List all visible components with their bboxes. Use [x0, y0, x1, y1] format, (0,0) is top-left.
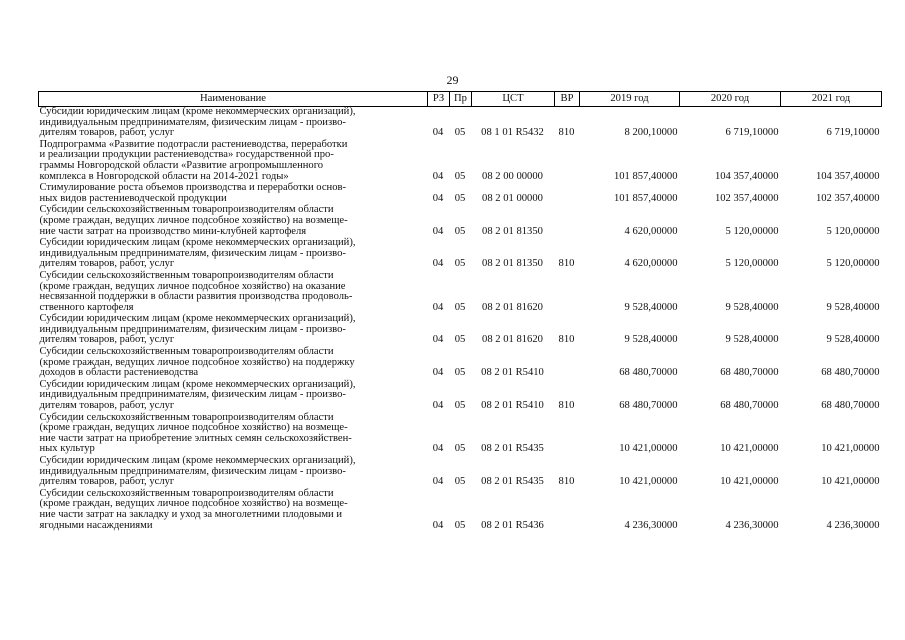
row-value-2020: 104 357,40000	[714, 170, 779, 182]
table-row	[39, 413, 882, 456]
row-name	[39, 140, 428, 183]
row-name-line: индивидуальным предпринимателям, физическим лицам - произво-	[39, 323, 346, 335]
row-value-2021: 9 528,40000	[826, 334, 880, 346]
row-cst: 08 2 01 81350	[482, 225, 543, 237]
row-value-2020: 9 528,40000	[725, 334, 779, 346]
table-row	[39, 347, 882, 380]
row-name	[39, 271, 428, 314]
row-pr: 05	[454, 367, 466, 379]
table-row	[39, 489, 882, 532]
row-rz: 04	[432, 476, 444, 488]
table-row	[39, 380, 882, 413]
row-vr: 810	[558, 334, 575, 346]
row-rz: 04	[432, 192, 444, 204]
row-name-line: дителям товаров, работ, услуг	[39, 400, 175, 412]
row-value-2021: 10 421,00000	[821, 443, 880, 455]
row-value-2021: 5 120,00000	[826, 258, 880, 270]
row-vr	[555, 140, 580, 183]
row-value-2019: 10 421,00000	[619, 476, 678, 488]
column-header-name: Наименование	[39, 92, 428, 107]
row-value-2020: 6 719,10000	[725, 127, 779, 139]
row-name	[39, 456, 428, 489]
row-vr: 810	[558, 476, 575, 488]
row-name-line: ние части затрат на закладку и уход за многолетними плодовыми и	[39, 508, 343, 520]
row-name-line: Субсидии сельскохозяйственным товаропроизводителям области	[39, 411, 334, 423]
row-name-line: дителям товаров, работ, услуг	[39, 127, 175, 139]
row-value-2019: 4 236,30000	[624, 519, 678, 531]
row-cst: 08 2 01 R5435	[481, 476, 544, 488]
row-name-line: Субсидии юридическим лицам (кроме некоммерческих организаций),	[39, 237, 356, 249]
row-rz: 04	[432, 519, 444, 531]
row-cst: 08 2 00 00000	[482, 170, 543, 182]
column-header-pr: Пр	[450, 92, 472, 107]
row-pr: 05	[454, 400, 466, 412]
row-value-2019: 4 620,00000	[624, 225, 678, 237]
row-name	[39, 380, 428, 413]
row-name-line: (кроме граждан, ведущих личное подсобное хозяйство) на возмеще-	[39, 422, 348, 434]
row-rz: 04	[432, 301, 444, 313]
row-pr: 05	[454, 192, 466, 204]
row-name-line: ягодными насаждениями	[39, 519, 153, 531]
row-pr: 05	[454, 225, 466, 237]
table-header-row	[39, 92, 882, 107]
row-pr: 05	[454, 301, 466, 313]
row-name	[39, 489, 428, 532]
row-name-line: и реализации продукции растениеводства» государственной про-	[39, 149, 334, 161]
row-name-line: индивидуальным предпринимателям, физическим лицам - произво-	[39, 247, 346, 259]
row-value-2021: 5 120,00000	[826, 225, 880, 237]
row-name	[39, 413, 428, 456]
budget-table	[38, 91, 882, 532]
table-row	[39, 183, 882, 205]
row-rz: 04	[432, 400, 444, 412]
row-name-line: ние части затрат на приобретение элитных семян сельскохозяйствен-	[39, 432, 352, 444]
row-name-line: индивидуальным предпринимателям, физическим лицам - произво-	[39, 116, 346, 128]
row-name-line: дителям товаров, работ, услуг	[39, 334, 175, 346]
table-row	[39, 140, 882, 183]
row-name-line: индивидуальным предпринимателям, физическим лицам - произво-	[39, 465, 346, 477]
row-value-2021: 68 480,70000	[821, 400, 880, 412]
row-value-2019: 9 528,40000	[624, 301, 678, 313]
row-name-line: дителям товаров, работ, услуг	[39, 258, 175, 270]
row-value-2019: 101 857,40000	[613, 170, 678, 182]
row-rz: 04	[432, 170, 444, 182]
column-header-rz: РЗ	[428, 92, 450, 107]
row-value-2020: 10 421,00000	[720, 476, 779, 488]
row-pr: 05	[454, 334, 466, 346]
row-vr	[555, 489, 580, 532]
row-value-2021: 68 480,70000	[821, 367, 880, 379]
row-name-line: ственного картофеля	[39, 301, 134, 313]
page-number: 29	[446, 73, 459, 87]
row-name-line: Субсидии юридическим лицам (кроме некоммерческих организаций),	[39, 106, 356, 117]
row-name-line: ние части затрат на производство мини-клубней картофеля	[39, 225, 307, 237]
row-cst: 08 2 01 R5435	[481, 443, 544, 455]
column-header-2021: 2021 год	[781, 92, 882, 107]
row-value-2020: 5 120,00000	[725, 258, 779, 270]
row-name-line: Подпрограмма «Развитие подотрасли растениеводства, переработки	[39, 138, 348, 150]
row-name-line: индивидуальным предпринимателям, физическим лицам - произво-	[39, 389, 346, 401]
row-name	[39, 205, 428, 238]
row-name-line: доходов в области растениеводства	[39, 367, 199, 379]
row-value-2021: 4 236,30000	[826, 519, 880, 531]
row-name-line: (кроме граждан, ведущих личное подсобное хозяйство) на поддержку	[39, 356, 355, 368]
row-cst: 08 2 01 81350	[482, 258, 543, 270]
row-name-line: Стимулирование роста объемов производства и переработки основ-	[39, 182, 347, 194]
row-pr: 05	[454, 443, 466, 455]
row-name-line: (кроме граждан, ведущих личное подсобное хозяйство) на возмеще-	[39, 214, 348, 226]
column-header-2020: 2020 год	[680, 92, 781, 107]
row-vr	[555, 271, 580, 314]
row-value-2019: 4 620,00000	[624, 258, 678, 270]
column-header-vr: ВР	[555, 92, 580, 107]
row-value-2020: 68 480,70000	[720, 400, 779, 412]
table-body	[39, 107, 882, 533]
row-name	[39, 107, 428, 140]
row-value-2019: 8 200,10000	[624, 127, 678, 139]
row-vr	[555, 205, 580, 238]
row-cst: 08 2 01 81620	[482, 301, 543, 313]
row-rz: 04	[432, 367, 444, 379]
row-value-2021: 10 421,00000	[821, 476, 880, 488]
row-cst: 08 2 01 00000	[482, 192, 543, 204]
table-row	[39, 314, 882, 347]
row-value-2019: 10 421,00000	[619, 443, 678, 455]
row-value-2020: 68 480,70000	[720, 367, 779, 379]
row-vr: 810	[558, 258, 575, 270]
row-name-line: Субсидии юридическим лицам (кроме некоммерческих организаций),	[39, 313, 356, 325]
row-name-line: Субсидии сельскохозяйственным товаропроизводителям области	[39, 346, 334, 358]
row-name-line: Субсидии сельскохозяйственным товаропроизводителям области	[39, 269, 334, 281]
row-rz: 04	[432, 258, 444, 270]
row-name-line: Субсидии сельскохозяйственным товаропроизводителям области	[39, 204, 334, 216]
row-vr	[555, 413, 580, 456]
row-value-2019: 68 480,70000	[619, 367, 678, 379]
row-name	[39, 238, 428, 271]
row-rz: 04	[432, 225, 444, 237]
row-name	[39, 347, 428, 380]
row-name	[39, 314, 428, 347]
row-value-2020: 9 528,40000	[725, 301, 779, 313]
row-cst: 08 2 01 R5410	[481, 400, 544, 412]
row-value-2020: 5 120,00000	[725, 225, 779, 237]
row-rz: 04	[432, 127, 444, 139]
row-value-2020: 10 421,00000	[720, 443, 779, 455]
column-header-cst: ЦСТ	[472, 92, 555, 107]
row-pr: 05	[454, 476, 466, 488]
table-row	[39, 205, 882, 238]
row-vr	[555, 183, 580, 205]
row-vr	[555, 347, 580, 380]
row-name-line: ных культур	[39, 443, 95, 455]
row-name	[39, 183, 428, 205]
row-pr: 05	[454, 127, 466, 139]
row-rz: 04	[432, 443, 444, 455]
row-rz: 04	[432, 334, 444, 346]
row-cst: 08 1 01 R5432	[481, 127, 544, 139]
row-value-2021: 6 719,10000	[826, 127, 880, 139]
row-vr: 810	[558, 400, 575, 412]
row-pr: 05	[454, 170, 466, 182]
row-name-line: несвязанной поддержки в области развития производства продоволь-	[39, 291, 353, 303]
row-pr: 05	[454, 258, 466, 270]
row-name-line: Субсидии юридическим лицам (кроме некоммерческих организаций),	[39, 378, 356, 390]
row-value-2021: 104 357,40000	[815, 170, 880, 182]
row-name-line: дителям товаров, работ, услуг	[39, 476, 175, 488]
row-name-line: граммы Новгородской области «Развитие агропромышленного	[39, 159, 324, 171]
table-row	[39, 456, 882, 489]
table-row	[39, 107, 882, 140]
row-cst: 08 2 01 81620	[482, 334, 543, 346]
row-name-line: (кроме граждан, ведущих личное подсобное хозяйство) на оказание	[39, 280, 346, 292]
row-cst: 08 2 01 R5410	[481, 367, 544, 379]
row-pr: 05	[454, 519, 466, 531]
row-name-line: Субсидии сельскохозяйственным товаропроизводителям области	[39, 487, 334, 499]
row-value-2020: 4 236,30000	[725, 519, 779, 531]
row-value-2021: 9 528,40000	[826, 301, 880, 313]
table-row	[39, 271, 882, 314]
row-value-2019: 68 480,70000	[619, 400, 678, 412]
row-name-line: (кроме граждан, ведущих личное подсобное хозяйство) на возмеще-	[39, 498, 348, 510]
row-value-2020: 102 357,40000	[714, 192, 779, 204]
row-vr: 810	[558, 127, 575, 139]
row-cst: 08 2 01 R5436	[481, 519, 544, 531]
column-header-2019: 2019 год	[580, 92, 680, 107]
row-value-2021: 102 357,40000	[815, 192, 880, 204]
row-name-line: комплекса в Новгородской области на 2014-2021 годы»	[39, 170, 289, 182]
row-value-2019: 9 528,40000	[624, 334, 678, 346]
table-row	[39, 238, 882, 271]
row-name-line: ных видов растениеводческой продукции	[39, 192, 227, 204]
row-value-2019: 101 857,40000	[613, 192, 678, 204]
row-name-line: Субсидии юридическим лицам (кроме некоммерческих организаций),	[39, 455, 356, 466]
